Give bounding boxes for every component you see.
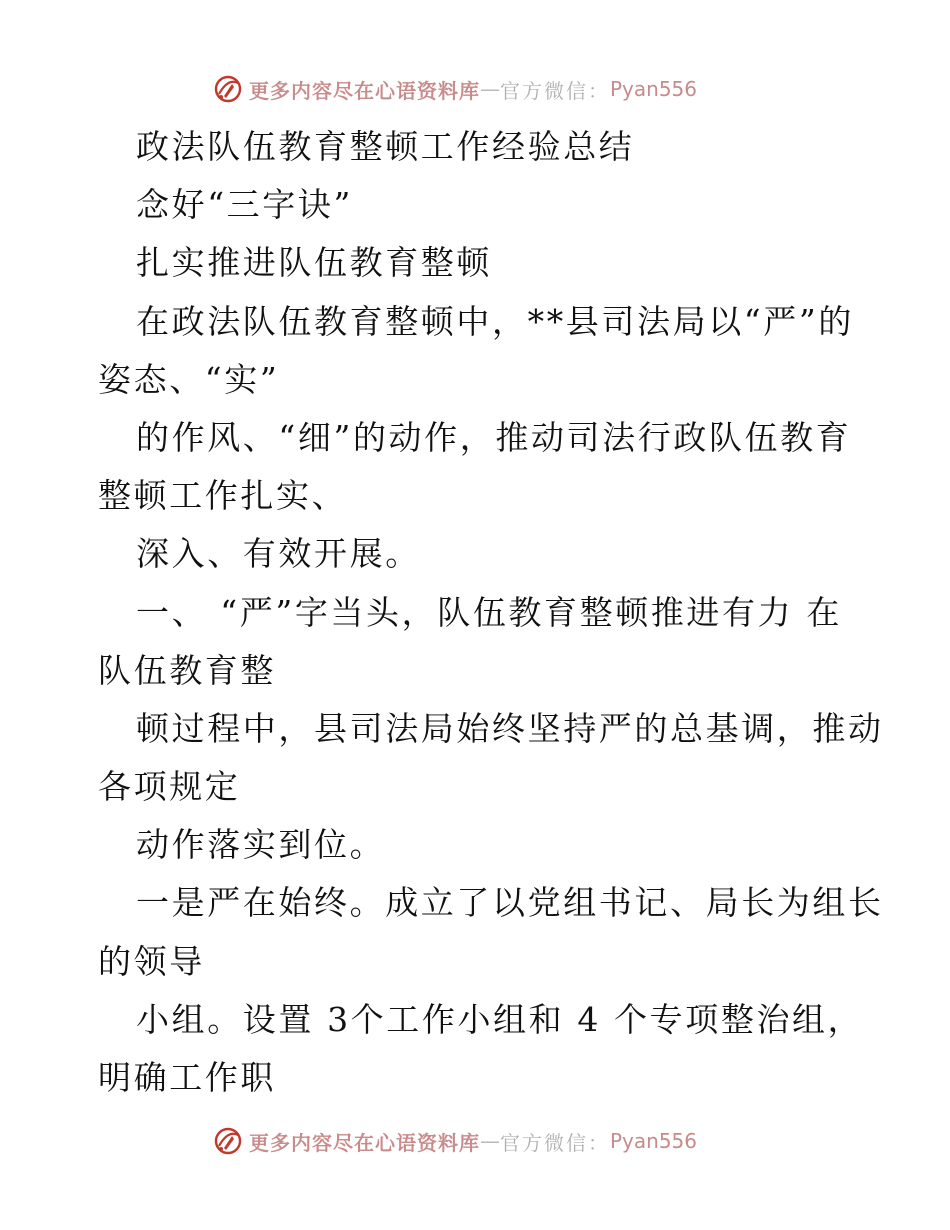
text-line: 念好“三字诀” [136, 185, 353, 225]
text-line: 的领导 [98, 941, 205, 981]
text-line: 小组。设置 3个工作小组和 4 个专项整治组， [136, 999, 864, 1039]
watermark-wechat-id: Pyan556 [609, 1129, 697, 1153]
text-line: 政法队伍教育整顿工作经验总结 [136, 127, 635, 166]
text-line: 的作风、“细”的动作，推动司法行政队伍教育 [136, 417, 852, 457]
watermark-official-label: 官方微信： [499, 78, 610, 103]
watermark-official-label: 官方微信： [499, 1130, 610, 1155]
text-line: 扎实推进队伍教育整顿 [136, 243, 492, 283]
watermark-wechat-id: Pyan556 [609, 77, 697, 101]
document-body [98, 118, 884, 1107]
footer-watermark [0, 1124, 950, 1158]
text-line: 整顿工作扎实、 [98, 476, 348, 516]
text-line: 一、 “严”字当头，队伍教育整顿推进有力 在 [136, 592, 842, 632]
text-line: 动作落实到位。 [136, 825, 386, 865]
pen-nib-swirl-icon [213, 1126, 243, 1156]
watermark-brand: 更多内容尽在心语资料库 [248, 78, 480, 103]
watermark-separator: — [479, 1129, 500, 1153]
watermark-separator: — [479, 77, 500, 101]
header-watermark [0, 72, 950, 106]
text-line: 深入、有效开展。 [136, 534, 421, 574]
text-line: 队伍教育整 [98, 650, 276, 690]
text-line: 各项规定 [98, 767, 241, 807]
text-line: 明确工作职 [98, 1058, 276, 1097]
text-line: 姿态、“实” [98, 359, 280, 399]
pen-nib-swirl-icon [213, 74, 243, 104]
text-line: 顿过程中，县司法局始终坚持严的总基调，推动 [136, 708, 884, 748]
text-line: 在政法队伍教育整顿中，**县司法局以“严”的 [136, 301, 854, 341]
watermark-brand: 更多内容尽在心语资料库 [248, 1130, 480, 1155]
text-line: 一是严在始终。成立了以党组书记、局长为组长 [136, 883, 884, 923]
